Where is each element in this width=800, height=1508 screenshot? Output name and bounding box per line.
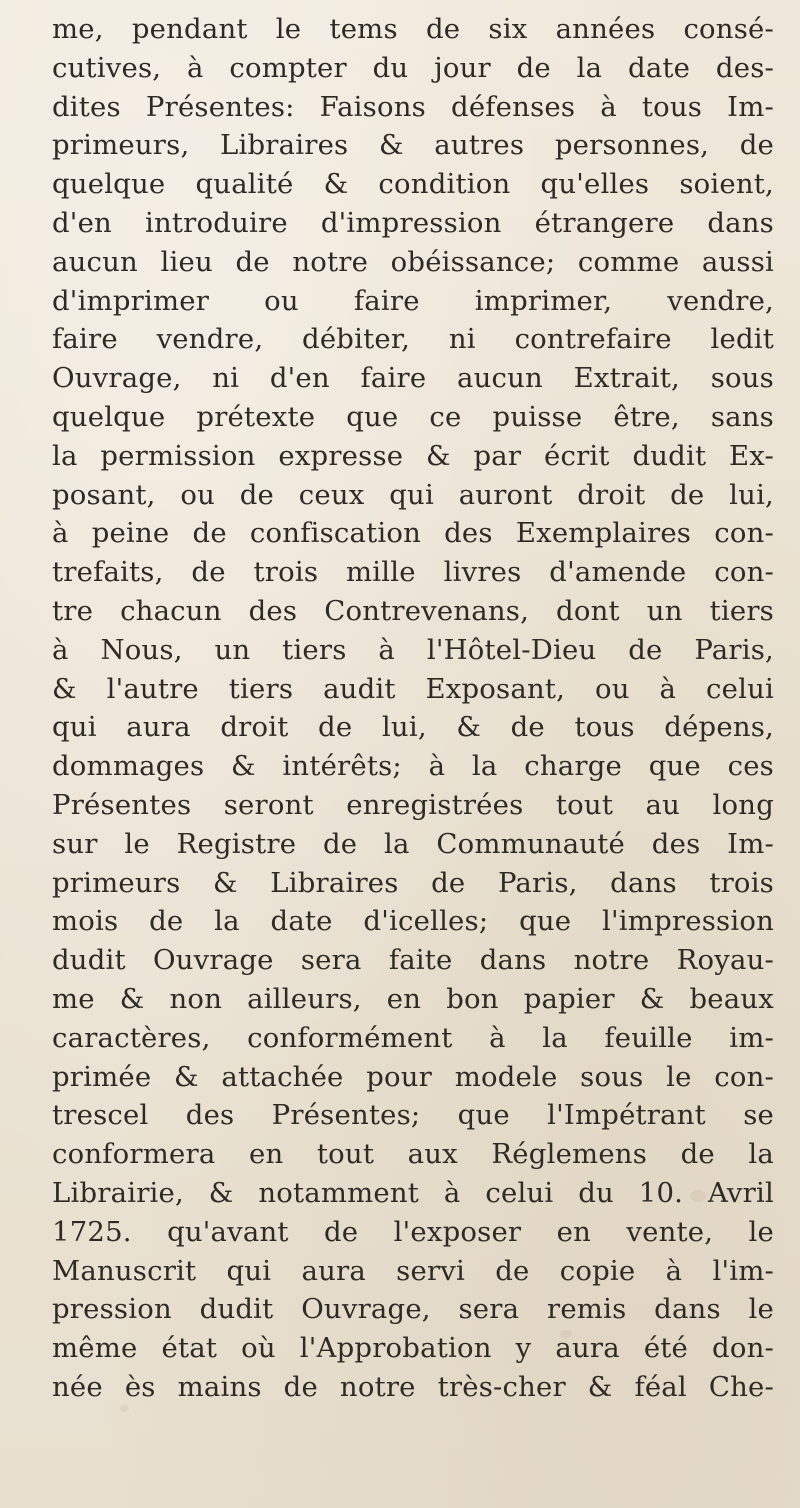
text-line: primeurs, Libraires & autres personnes, de xyxy=(52,129,774,162)
text-line: me, pendant le tems de six années consé- xyxy=(52,13,774,45)
text-line: caractères, conformément à la feuille im- xyxy=(52,1021,774,1054)
text-line: tre chacun des Contrevenans, dont un tiers xyxy=(52,594,774,627)
text-line: mois de la date d'icelles; que l'impression xyxy=(52,905,774,938)
text-line: qui aura droit de lui, & de tous dépens, xyxy=(52,711,774,744)
text-line: à peine de confiscation des Exemplaires con- xyxy=(52,517,774,550)
text-line: quelque qualité & condition qu'elles soient, xyxy=(52,168,774,201)
text-line: dommages & intérêts; à la charge que ces xyxy=(52,750,774,783)
text-line: sur le Registre de la Communauté des Im- xyxy=(52,827,774,860)
text-line: posant, ou de ceux qui auront droit de lui, xyxy=(52,478,774,511)
text-line: me & non ailleurs, en bon papier & beaux xyxy=(52,982,774,1015)
text-line: trescel des Présentes; que l'Impétrant se xyxy=(52,1099,774,1132)
body-text xyxy=(52,0,774,1407)
text-line: cutives, à compter du jour de la date des- xyxy=(52,51,774,84)
text-line: & l'autre tiers audit Exposant, ou à celui xyxy=(52,672,774,705)
text-line: d'imprimer ou faire imprimer, vendre, xyxy=(52,284,774,317)
text-line: la permission expresse & par écrit dudit Ex- xyxy=(52,439,774,472)
text-line: aucun lieu de notre obéissance; comme aussi xyxy=(52,245,774,278)
text-line: née ès mains de notre très-cher & féal Che- xyxy=(52,1370,774,1403)
text-line: primée & attachée pour modele sous le con- xyxy=(52,1060,774,1093)
text-line: d'en introduire d'impression étrangere dans xyxy=(52,206,774,239)
text-line: Ouvrage, ni d'en faire aucun Extrait, sous xyxy=(52,362,774,395)
text-line: faire vendre, débiter, ni contrefaire ledit xyxy=(52,323,774,356)
text-line: Librairie, & notamment à celui du 10. Avril xyxy=(52,1176,774,1209)
text-line: dites Présentes: Faisons défenses à tous Im- xyxy=(52,90,774,123)
text-line: conformera en tout aux Réglemens de la xyxy=(52,1138,774,1171)
text-line: Manuscrit qui aura servi de copie à l'im- xyxy=(52,1254,774,1287)
text-line: dudit Ouvrage sera faite dans notre Royau- xyxy=(52,944,774,977)
text-line: même état où l'Approbation y aura été don- xyxy=(52,1332,774,1365)
text-line: trefaits, de trois mille livres d'amende con- xyxy=(52,556,774,589)
text-line: pression dudit Ouvrage, sera remis dans le xyxy=(52,1293,774,1326)
text-line: 1725. qu'avant de l'exposer en vente, le xyxy=(52,1215,774,1248)
text-line: primeurs & Libraires de Paris, dans trois xyxy=(52,866,774,899)
text-line: quelque prétexte que ce puisse être, sans xyxy=(52,400,774,433)
text-line: Présentes seront enregistrées tout au long xyxy=(52,788,774,821)
text-line: à Nous, un tiers à l'Hôtel-Dieu de Paris, xyxy=(52,633,774,666)
